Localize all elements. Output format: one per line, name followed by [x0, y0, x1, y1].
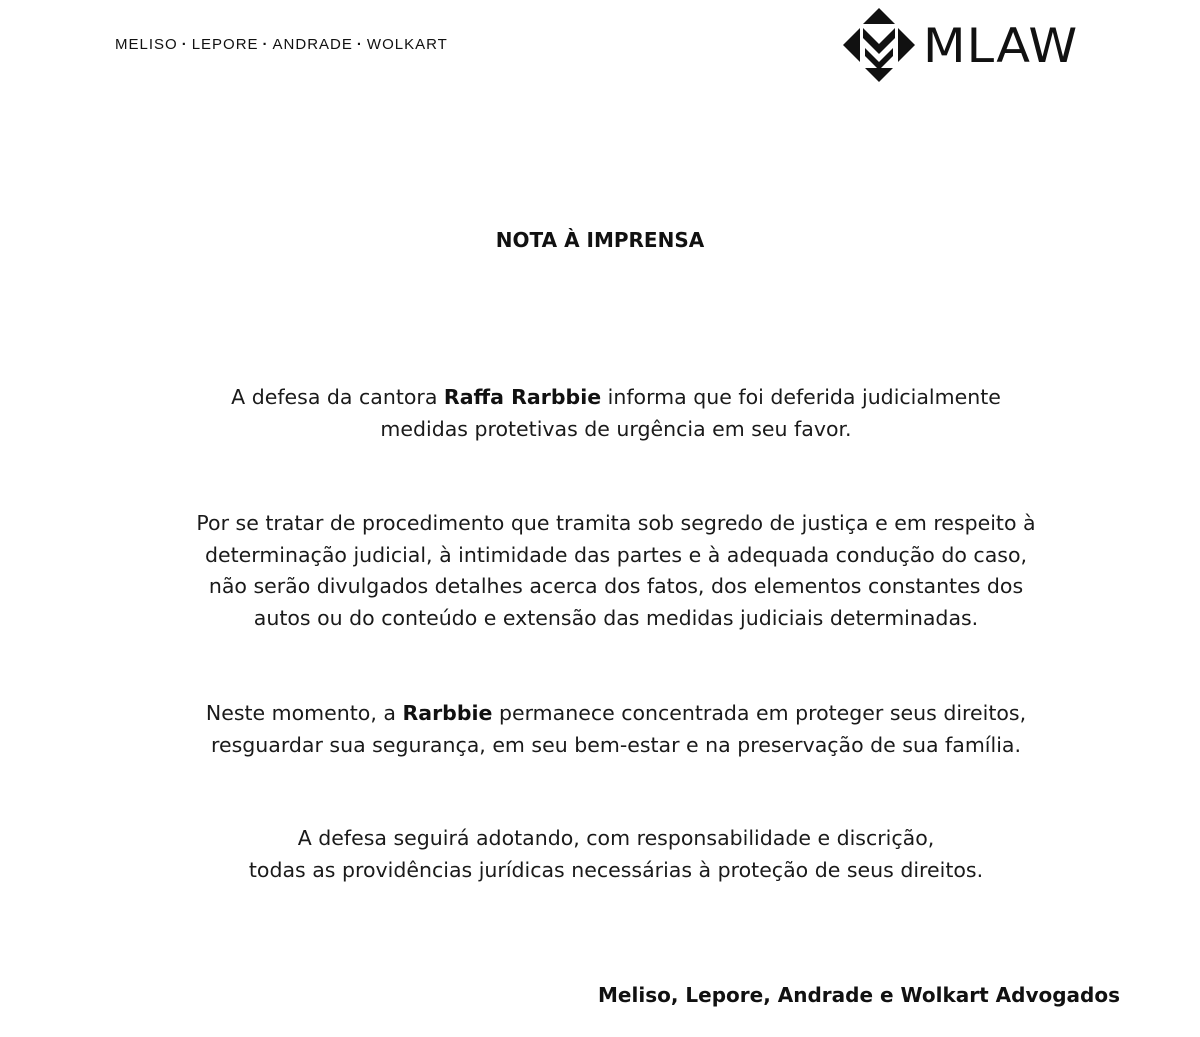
text-segment: Neste momento, a — [205, 701, 403, 725]
paragraph-2-line-2: determinação judicial, à intimidade das partes e à adequada condução do caso, — [204, 542, 1027, 567]
paragraph-1-line-2: medidas protetivas de urgência em seu favor. — [380, 416, 852, 441]
firm-name-meliso: MELISO — [115, 36, 178, 53]
artist-name: Raffa Rarbbie — [443, 385, 602, 409]
paragraph-2-line-1: Por se tratar de procedimento que tramita sob segredo de justiça e em respeito à — [196, 511, 1036, 535]
text-segment: informa que foi deferida judicialmente — [601, 385, 1001, 409]
mlaw-logo-text: MLAW — [923, 18, 1079, 74]
paragraph-3-line-1 — [80, 698, 1152, 730]
paragraph-2-line-3: não serão divulgados detalhes acerca dos fatos, dos elementos constantes dos — [208, 574, 1024, 598]
firm-name-wolkart: WOLKART — [366, 36, 448, 53]
artist-name: Rarbbie — [402, 701, 493, 725]
page-title: NOTA À IMPRENSA — [495, 228, 705, 252]
paragraph-1 — [80, 382, 1152, 445]
separator-dot: · — [262, 36, 269, 53]
paragraph-1-line-1 — [80, 382, 1152, 414]
mlaw-logo — [843, 8, 1079, 84]
mlaw-logo-icon — [843, 8, 915, 84]
paragraph-3 — [80, 698, 1152, 761]
paragraph-3-line-2: resguardar sua segurança, em seu bem-estar e na preservação de sua família. — [211, 732, 1021, 757]
separator-dot: · — [356, 36, 363, 53]
paragraph-4-line-2: todas as providências jurídicas necessárias à proteção de seus direitos. — [248, 857, 984, 882]
paragraph-2 — [80, 508, 1152, 634]
firm-names-header — [115, 36, 448, 53]
text-segment: permanece concentrada em proteger seus direitos, — [492, 701, 1027, 725]
signature: Meliso, Lepore, Andrade e Wolkart Advogados — [598, 983, 1120, 1007]
text-segment: A defesa da cantora — [231, 385, 444, 409]
paragraph-4-line-1: A defesa seguirá adotando, com responsabilidade e discrição, — [297, 826, 935, 850]
paragraph-2-line-4: autos ou do conteúdo e extensão das medidas judiciais determinadas. — [253, 605, 979, 630]
firm-name-lepore: LEPORE — [191, 36, 259, 53]
firm-name-andrade: ANDRADE — [272, 36, 353, 53]
paragraph-4 — [80, 823, 1152, 886]
separator-dot: · — [181, 36, 188, 53]
